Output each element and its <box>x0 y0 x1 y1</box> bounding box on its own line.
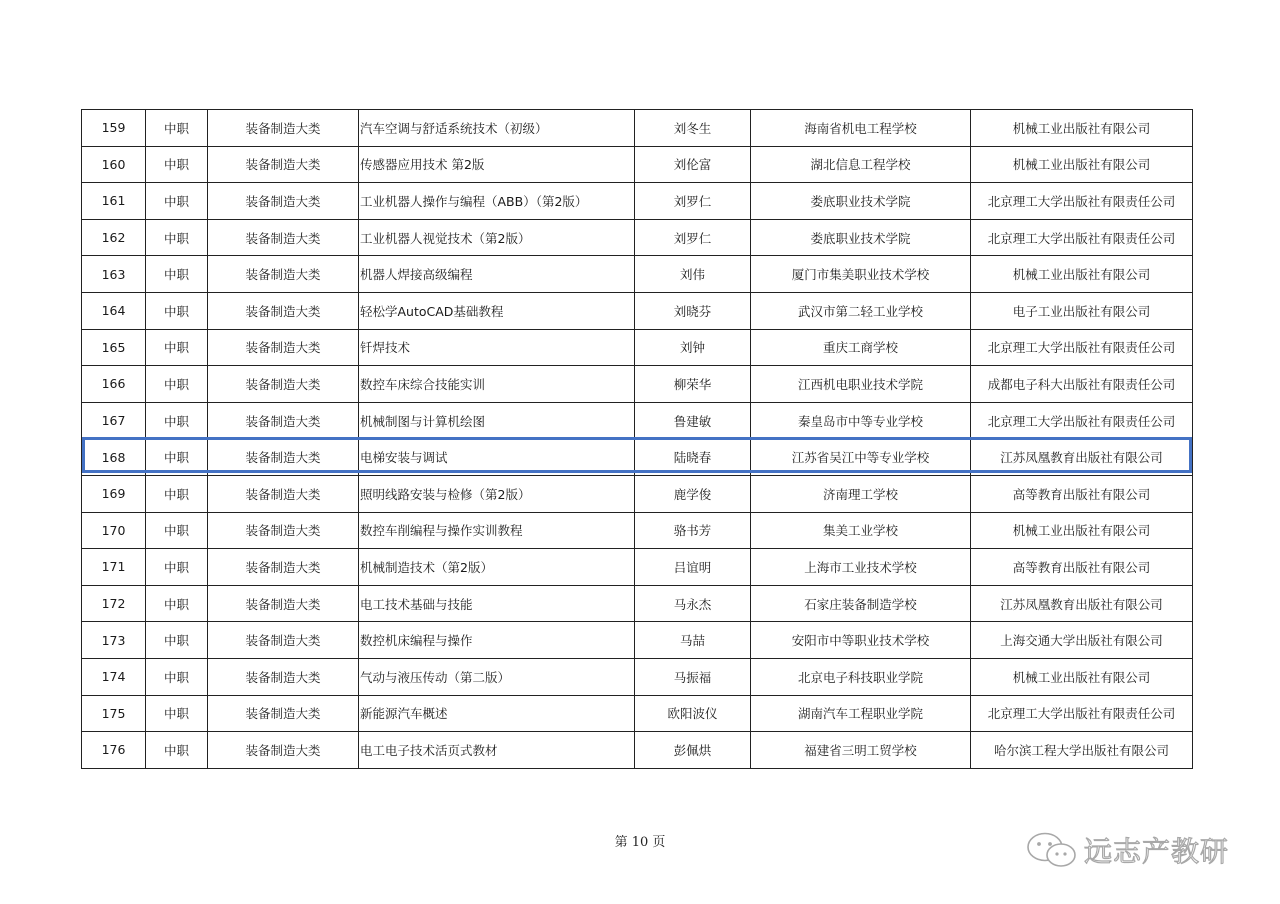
cell-category: 装备制造大类 <box>208 110 359 147</box>
cell-author: 吕谊明 <box>635 549 751 586</box>
cell-school: 湖北信息工程学校 <box>751 146 971 183</box>
table-row <box>82 622 1193 659</box>
table-body <box>82 110 1193 769</box>
cell-number: 172 <box>82 585 146 622</box>
cell-school: 石家庄装备制造学校 <box>751 585 971 622</box>
cell-category: 装备制造大类 <box>208 292 359 329</box>
cell-category: 装备制造大类 <box>208 366 359 403</box>
cell-school: 秦皇岛市中等专业学校 <box>751 402 971 439</box>
cell-school: 安阳市中等职业技术学校 <box>751 622 971 659</box>
cell-school: 重庆工商学校 <box>751 329 971 366</box>
watermark <box>1024 826 1229 874</box>
cell-level: 中职 <box>146 110 208 147</box>
cell-level: 中职 <box>146 439 208 476</box>
cell-book-title: 工业机器人视觉技术（第2版） <box>359 219 635 256</box>
cell-publisher: 高等教育出版社有限公司 <box>971 549 1193 586</box>
table-row <box>82 366 1193 403</box>
cell-school: 福建省三明工贸学校 <box>751 732 971 769</box>
cell-book-title: 传感器应用技术 第2版 <box>359 146 635 183</box>
cell-number: 171 <box>82 549 146 586</box>
cell-school: 娄底职业技术学院 <box>751 219 971 256</box>
cell-category: 装备制造大类 <box>208 585 359 622</box>
cell-school: 海南省机电工程学校 <box>751 110 971 147</box>
cell-number: 168 <box>82 439 146 476</box>
cell-category: 装备制造大类 <box>208 549 359 586</box>
cell-publisher: 江苏凤凰教育出版社有限公司 <box>971 585 1193 622</box>
cell-category: 装备制造大类 <box>208 146 359 183</box>
cell-level: 中职 <box>146 183 208 220</box>
cell-author: 刘罗仁 <box>635 219 751 256</box>
cell-number: 161 <box>82 183 146 220</box>
cell-category: 装备制造大类 <box>208 732 359 769</box>
cell-publisher: 北京理工大学出版社有限责任公司 <box>971 183 1193 220</box>
cell-level: 中职 <box>146 475 208 512</box>
cell-book-title: 电工电子技术活页式教材 <box>359 732 635 769</box>
cell-level: 中职 <box>146 292 208 329</box>
cell-publisher: 机械工业出版社有限公司 <box>971 512 1193 549</box>
cell-category: 装备制造大类 <box>208 402 359 439</box>
cell-category: 装备制造大类 <box>208 219 359 256</box>
cell-level: 中职 <box>146 695 208 732</box>
cell-publisher: 成都电子科大出版社有限责任公司 <box>971 366 1193 403</box>
cell-publisher: 电子工业出版社有限公司 <box>971 292 1193 329</box>
cell-number: 160 <box>82 146 146 183</box>
page-number: 第 10 页 <box>614 835 666 850</box>
cell-author: 骆书芳 <box>635 512 751 549</box>
cell-category: 装备制造大类 <box>208 329 359 366</box>
cell-author: 刘钟 <box>635 329 751 366</box>
table-row <box>82 512 1193 549</box>
cell-level: 中职 <box>146 658 208 695</box>
cell-book-title: 汽车空调与舒适系统技术（初级） <box>359 110 635 147</box>
table-row <box>82 549 1193 586</box>
table-row <box>82 292 1193 329</box>
cell-book-title: 数控车床综合技能实训 <box>359 366 635 403</box>
watermark-text: 远志产教研 <box>1084 835 1230 868</box>
cell-book-title: 机械制图与计算机绘图 <box>359 402 635 439</box>
cell-author: 鲁建敏 <box>635 402 751 439</box>
cell-book-title: 气动与液压传动（第二版） <box>359 658 635 695</box>
cell-school: 厦门市集美职业技术学校 <box>751 256 971 293</box>
cell-level: 中职 <box>146 256 208 293</box>
cell-number: 174 <box>82 658 146 695</box>
cell-school: 集美工业学校 <box>751 512 971 549</box>
cell-school: 江西机电职业技术学院 <box>751 366 971 403</box>
cell-book-title: 机械制造技术（第2版） <box>359 549 635 586</box>
cell-author: 陆晓春 <box>635 439 751 476</box>
cell-number: 170 <box>82 512 146 549</box>
cell-level: 中职 <box>146 549 208 586</box>
cell-publisher: 北京理工大学出版社有限责任公司 <box>971 219 1193 256</box>
table-row <box>82 585 1193 622</box>
cell-publisher: 哈尔滨工程大学出版社有限公司 <box>971 732 1193 769</box>
cell-author: 马永杰 <box>635 585 751 622</box>
cell-number: 169 <box>82 475 146 512</box>
cell-number: 175 <box>82 695 146 732</box>
cell-number: 162 <box>82 219 146 256</box>
cell-number: 173 <box>82 622 146 659</box>
cell-author: 刘伟 <box>635 256 751 293</box>
cell-level: 中职 <box>146 219 208 256</box>
cell-number: 167 <box>82 402 146 439</box>
table-row <box>82 439 1193 476</box>
cell-publisher: 北京理工大学出版社有限责任公司 <box>971 695 1193 732</box>
cell-publisher: 北京理工大学出版社有限责任公司 <box>971 329 1193 366</box>
cell-category: 装备制造大类 <box>208 512 359 549</box>
table-row <box>82 475 1193 512</box>
cell-author: 欧阳波仪 <box>635 695 751 732</box>
cell-level: 中职 <box>146 585 208 622</box>
cell-category: 装备制造大类 <box>208 695 359 732</box>
cell-school: 湖南汽车工程职业学院 <box>751 695 971 732</box>
cell-author: 刘晓芬 <box>635 292 751 329</box>
cell-author: 马振福 <box>635 658 751 695</box>
cell-school: 济南理工学校 <box>751 475 971 512</box>
cell-author: 鹿学俊 <box>635 475 751 512</box>
table-row <box>82 695 1193 732</box>
table-row <box>82 146 1193 183</box>
cell-book-title: 机器人焊接高级编程 <box>359 256 635 293</box>
cell-category: 装备制造大类 <box>208 256 359 293</box>
cell-author: 刘伦富 <box>635 146 751 183</box>
cell-number: 164 <box>82 292 146 329</box>
cell-publisher: 机械工业出版社有限公司 <box>971 256 1193 293</box>
table-row <box>82 110 1193 147</box>
cell-publisher: 机械工业出版社有限公司 <box>971 146 1193 183</box>
textbook-list-table <box>81 109 1193 769</box>
cell-school: 江苏省吴江中等专业学校 <box>751 439 971 476</box>
cell-number: 165 <box>82 329 146 366</box>
cell-publisher: 北京理工大学出版社有限责任公司 <box>971 402 1193 439</box>
cell-publisher: 上海交通大学出版社有限公司 <box>971 622 1193 659</box>
cell-school: 北京电子科技职业学院 <box>751 658 971 695</box>
cell-book-title: 新能源汽车概述 <box>359 695 635 732</box>
cell-author: 彭佩烘 <box>635 732 751 769</box>
cell-level: 中职 <box>146 732 208 769</box>
table-row <box>82 219 1193 256</box>
cell-author: 马喆 <box>635 622 751 659</box>
cell-publisher: 机械工业出版社有限公司 <box>971 110 1193 147</box>
table-row <box>82 183 1193 220</box>
table-row <box>82 732 1193 769</box>
cell-school: 娄底职业技术学院 <box>751 183 971 220</box>
cell-author: 刘冬生 <box>635 110 751 147</box>
cell-number: 176 <box>82 732 146 769</box>
cell-category: 装备制造大类 <box>208 475 359 512</box>
table-row <box>82 658 1193 695</box>
cell-school: 上海市工业技术学校 <box>751 549 971 586</box>
cell-level: 中职 <box>146 402 208 439</box>
cell-level: 中职 <box>146 622 208 659</box>
cell-publisher: 江苏凤凰教育出版社有限公司 <box>971 439 1193 476</box>
cell-book-title: 数控车削编程与操作实训教程 <box>359 512 635 549</box>
cell-level: 中职 <box>146 366 208 403</box>
cell-author: 柳荣华 <box>635 366 751 403</box>
cell-number: 159 <box>82 110 146 147</box>
cell-category: 装备制造大类 <box>208 439 359 476</box>
table-row <box>82 402 1193 439</box>
cell-book-title: 工业机器人操作与编程（ABB）（第2版） <box>359 183 635 220</box>
cell-level: 中职 <box>146 512 208 549</box>
cell-school: 武汉市第二轻工业学校 <box>751 292 971 329</box>
cell-category: 装备制造大类 <box>208 622 359 659</box>
table-row <box>82 256 1193 293</box>
cell-level: 中职 <box>146 146 208 183</box>
cell-book-title: 钎焊技术 <box>359 329 635 366</box>
cell-book-title: 电工技术基础与技能 <box>359 585 635 622</box>
cell-category: 装备制造大类 <box>208 183 359 220</box>
cell-category: 装备制造大类 <box>208 658 359 695</box>
cell-number: 166 <box>82 366 146 403</box>
cell-publisher: 高等教育出版社有限公司 <box>971 475 1193 512</box>
cell-number: 163 <box>82 256 146 293</box>
table-row <box>82 329 1193 366</box>
cell-level: 中职 <box>146 329 208 366</box>
cell-publisher: 机械工业出版社有限公司 <box>971 658 1193 695</box>
wechat-icon <box>1024 830 1080 870</box>
cell-book-title: 数控机床编程与操作 <box>359 622 635 659</box>
cell-book-title: 照明线路安装与检修（第2版） <box>359 475 635 512</box>
cell-book-title: 电梯安装与调试 <box>359 439 635 476</box>
cell-book-title: 轻松学AutoCAD基础教程 <box>359 292 635 329</box>
cell-author: 刘罗仁 <box>635 183 751 220</box>
